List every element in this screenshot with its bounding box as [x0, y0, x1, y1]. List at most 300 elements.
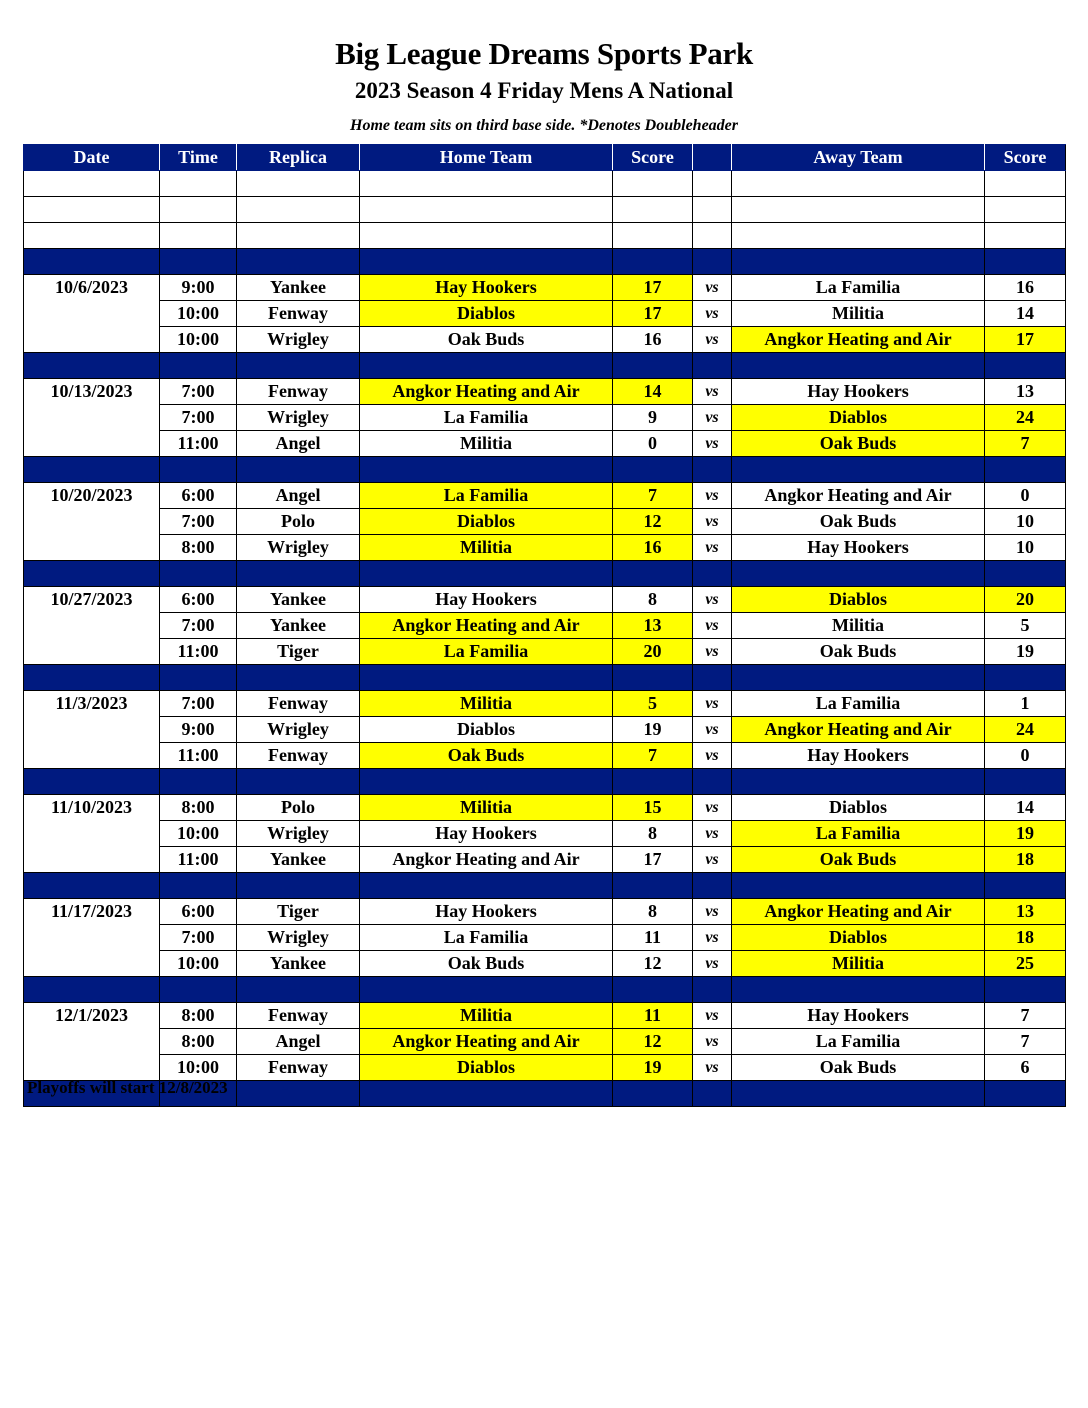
game-row [24, 899, 1066, 925]
home-score: 16 [613, 327, 693, 353]
game-replica: Tiger [237, 899, 360, 925]
game-row [24, 743, 1066, 769]
empty-cell [613, 457, 693, 483]
game-date [24, 431, 160, 457]
game-date [24, 639, 160, 665]
home-team: Militia [360, 535, 613, 561]
empty-cell [985, 1081, 1066, 1107]
home-team: La Familia [360, 405, 613, 431]
blank-row [24, 197, 1066, 223]
home-score: 8 [613, 899, 693, 925]
away-team: Oak Buds [732, 639, 985, 665]
home-score: 9 [613, 405, 693, 431]
empty-cell [985, 171, 1066, 197]
game-time: 8:00 [160, 535, 237, 561]
empty-cell [613, 1081, 693, 1107]
empty-cell [160, 873, 237, 899]
empty-cell [237, 197, 360, 223]
vs-label: vs [693, 795, 732, 821]
empty-cell [160, 769, 237, 795]
home-team: Oak Buds [360, 327, 613, 353]
home-score: 15 [613, 795, 693, 821]
vs-label: vs [693, 951, 732, 977]
game-time: 10:00 [160, 821, 237, 847]
game-date [24, 847, 160, 873]
empty-cell [693, 249, 732, 275]
game-replica: Fenway [237, 1003, 360, 1029]
away-team: Oak Buds [732, 509, 985, 535]
week-separator [24, 561, 1066, 587]
empty-cell [732, 1081, 985, 1107]
game-row [24, 639, 1066, 665]
empty-cell [693, 197, 732, 223]
home-team: Hay Hookers [360, 899, 613, 925]
game-date: 10/20/2023 [24, 483, 160, 509]
empty-cell [160, 249, 237, 275]
away-score: 16 [985, 275, 1066, 301]
game-row [24, 405, 1066, 431]
game-replica: Tiger [237, 639, 360, 665]
home-score: 13 [613, 613, 693, 639]
home-score: 8 [613, 587, 693, 613]
away-team: Hay Hookers [732, 743, 985, 769]
home-team: La Familia [360, 483, 613, 509]
vs-label: vs [693, 301, 732, 327]
game-replica: Angel [237, 1029, 360, 1055]
home-score: 11 [613, 925, 693, 951]
game-date [24, 301, 160, 327]
away-score: 13 [985, 379, 1066, 405]
empty-cell [237, 1081, 360, 1107]
empty-cell [693, 769, 732, 795]
away-score: 24 [985, 405, 1066, 431]
empty-cell [732, 223, 985, 249]
empty-cell [160, 223, 237, 249]
away-score: 18 [985, 847, 1066, 873]
empty-cell [985, 977, 1066, 1003]
vs-label: vs [693, 431, 732, 457]
header-row [24, 145, 1066, 171]
away-team: Militia [732, 301, 985, 327]
away-score: 0 [985, 483, 1066, 509]
empty-cell [360, 873, 613, 899]
home-score: 19 [613, 1055, 693, 1081]
game-time: 11:00 [160, 639, 237, 665]
game-date [24, 405, 160, 431]
game-time: 8:00 [160, 1003, 237, 1029]
empty-cell [24, 249, 160, 275]
vs-label: vs [693, 613, 732, 639]
vs-label: vs [693, 925, 732, 951]
empty-cell [24, 769, 160, 795]
empty-cell [360, 197, 613, 223]
home-score: 20 [613, 639, 693, 665]
empty-cell [24, 977, 160, 1003]
away-team: Oak Buds [732, 1055, 985, 1081]
home-score: 12 [613, 509, 693, 535]
home-team: Oak Buds [360, 743, 613, 769]
game-time: 10:00 [160, 327, 237, 353]
home-team: Hay Hookers [360, 587, 613, 613]
page-title: Big League Dreams Sports Park [335, 36, 753, 71]
vs-label: vs [693, 821, 732, 847]
away-score: 10 [985, 509, 1066, 535]
vs-label: vs [693, 587, 732, 613]
home-score: 17 [613, 847, 693, 873]
game-date [24, 925, 160, 951]
vs-label: vs [693, 275, 732, 301]
empty-cell [237, 561, 360, 587]
game-date [24, 717, 160, 743]
home-score: 17 [613, 301, 693, 327]
game-row [24, 1003, 1066, 1029]
empty-cell [360, 769, 613, 795]
col-date: Date [24, 145, 160, 171]
away-score: 10 [985, 535, 1066, 561]
away-team: Oak Buds [732, 431, 985, 457]
empty-cell [732, 873, 985, 899]
vs-label: vs [693, 717, 732, 743]
page-subtitle: 2023 Season 4 Friday Mens A National [354, 78, 734, 103]
empty-cell [985, 223, 1066, 249]
game-time: 8:00 [160, 795, 237, 821]
game-replica: Wrigley [237, 821, 360, 847]
empty-cell [237, 769, 360, 795]
away-team: La Familia [732, 1029, 985, 1055]
empty-cell [237, 977, 360, 1003]
game-date [24, 509, 160, 535]
home-team: Diablos [360, 301, 613, 327]
schedule-note: Home team sits on third base side. *Denotes Doubleheader [350, 117, 738, 134]
away-team: Militia [732, 951, 985, 977]
empty-cell [732, 353, 985, 379]
vs-label: vs [693, 1029, 732, 1055]
empty-cell [237, 873, 360, 899]
home-team: Diablos [360, 717, 613, 743]
vs-label: vs [693, 535, 732, 561]
empty-cell [24, 223, 160, 249]
game-date: 10/6/2023 [24, 275, 160, 301]
away-score: 13 [985, 899, 1066, 925]
home-score: 7 [613, 483, 693, 509]
home-team: La Familia [360, 925, 613, 951]
game-time: 6:00 [160, 483, 237, 509]
away-score: 6 [985, 1055, 1066, 1081]
game-date: 12/1/2023 [24, 1003, 160, 1029]
vs-label: vs [693, 509, 732, 535]
game-row [24, 1055, 1066, 1081]
game-row [24, 587, 1066, 613]
empty-cell [985, 457, 1066, 483]
home-score: 16 [613, 535, 693, 561]
away-score: 20 [985, 587, 1066, 613]
game-row [24, 535, 1066, 561]
game-row [24, 613, 1066, 639]
empty-cell [613, 665, 693, 691]
game-replica: Yankee [237, 587, 360, 613]
empty-cell [24, 457, 160, 483]
empty-cell [237, 353, 360, 379]
vs-label: vs [693, 1055, 732, 1081]
game-row [24, 847, 1066, 873]
empty-cell [160, 977, 237, 1003]
away-team: Angkor Heating and Air [732, 899, 985, 925]
away-team: Oak Buds [732, 847, 985, 873]
game-row [24, 275, 1066, 301]
game-row [24, 327, 1066, 353]
empty-cell [985, 249, 1066, 275]
home-team: Hay Hookers [360, 275, 613, 301]
game-replica: Yankee [237, 275, 360, 301]
game-row [24, 795, 1066, 821]
game-replica: Polo [237, 509, 360, 535]
empty-cell [693, 353, 732, 379]
away-score: 19 [985, 639, 1066, 665]
vs-label: vs [693, 639, 732, 665]
empty-cell [693, 171, 732, 197]
game-time: 10:00 [160, 951, 237, 977]
empty-cell [360, 223, 613, 249]
away-team: Angkor Heating and Air [732, 483, 985, 509]
game-time: 8:00 [160, 1029, 237, 1055]
game-replica: Angel [237, 431, 360, 457]
home-score: 5 [613, 691, 693, 717]
game-row [24, 431, 1066, 457]
week-separator [24, 769, 1066, 795]
empty-cell [160, 665, 237, 691]
vs-label: vs [693, 743, 732, 769]
empty-cell [985, 873, 1066, 899]
game-date: 11/3/2023 [24, 691, 160, 717]
empty-cell [360, 457, 613, 483]
game-replica: Polo [237, 795, 360, 821]
empty-cell [693, 561, 732, 587]
home-team: Diablos [360, 1055, 613, 1081]
game-row [24, 925, 1066, 951]
game-date [24, 743, 160, 769]
empty-cell [693, 977, 732, 1003]
empty-cell [24, 873, 160, 899]
game-replica: Yankee [237, 847, 360, 873]
away-team: Diablos [732, 795, 985, 821]
home-score: 11 [613, 1003, 693, 1029]
blank-row [24, 171, 1066, 197]
away-score: 18 [985, 925, 1066, 951]
game-time: 9:00 [160, 717, 237, 743]
empty-cell [613, 873, 693, 899]
away-score: 0 [985, 743, 1066, 769]
empty-cell [360, 171, 613, 197]
empty-cell [693, 1081, 732, 1107]
empty-cell [237, 171, 360, 197]
away-team: Angkor Heating and Air [732, 327, 985, 353]
away-score: 19 [985, 821, 1066, 847]
game-row [24, 717, 1066, 743]
away-score: 7 [985, 431, 1066, 457]
away-team: Angkor Heating and Air [732, 717, 985, 743]
empty-cell [24, 197, 160, 223]
game-date [24, 951, 160, 977]
home-team: Militia [360, 691, 613, 717]
game-row [24, 951, 1066, 977]
game-date: 11/10/2023 [24, 795, 160, 821]
empty-cell [237, 223, 360, 249]
empty-cell [732, 197, 985, 223]
game-replica: Fenway [237, 743, 360, 769]
home-team: Angkor Heating and Air [360, 847, 613, 873]
game-row [24, 301, 1066, 327]
empty-cell [613, 353, 693, 379]
empty-cell [613, 171, 693, 197]
empty-cell [732, 457, 985, 483]
away-score: 14 [985, 301, 1066, 327]
empty-cell [613, 977, 693, 1003]
game-date [24, 327, 160, 353]
game-replica: Fenway [237, 301, 360, 327]
game-time: 7:00 [160, 379, 237, 405]
empty-cell [613, 197, 693, 223]
game-time: 7:00 [160, 691, 237, 717]
away-team: La Familia [732, 275, 985, 301]
home-team: Hay Hookers [360, 821, 613, 847]
game-time: 9:00 [160, 275, 237, 301]
home-team: Oak Buds [360, 951, 613, 977]
away-team: La Familia [732, 691, 985, 717]
away-team: Diablos [732, 405, 985, 431]
empty-cell [732, 665, 985, 691]
empty-cell [693, 665, 732, 691]
vs-label: vs [693, 405, 732, 431]
away-score: 7 [985, 1029, 1066, 1055]
empty-cell [24, 665, 160, 691]
game-row [24, 379, 1066, 405]
vs-label: vs [693, 847, 732, 873]
away-score: 17 [985, 327, 1066, 353]
col-away-team: Away Team [732, 145, 985, 171]
empty-cell [360, 353, 613, 379]
empty-cell [732, 769, 985, 795]
game-replica: Yankee [237, 613, 360, 639]
home-team: Militia [360, 431, 613, 457]
home-score: 12 [613, 1029, 693, 1055]
empty-cell [732, 977, 985, 1003]
game-replica: Wrigley [237, 925, 360, 951]
week-separator [24, 457, 1066, 483]
away-team: Hay Hookers [732, 1003, 985, 1029]
schedule-body [24, 171, 1066, 1107]
home-score: 17 [613, 275, 693, 301]
vs-label: vs [693, 327, 732, 353]
game-row [24, 1029, 1066, 1055]
vs-label: vs [693, 483, 732, 509]
empty-cell [360, 665, 613, 691]
vs-label: vs [693, 899, 732, 925]
col-home-score: Score [613, 145, 693, 171]
week-separator [24, 353, 1066, 379]
empty-cell [237, 249, 360, 275]
empty-cell [985, 665, 1066, 691]
away-score: 24 [985, 717, 1066, 743]
game-time: 7:00 [160, 509, 237, 535]
home-team: La Familia [360, 639, 613, 665]
home-team: Angkor Heating and Air [360, 613, 613, 639]
home-team: Militia [360, 795, 613, 821]
away-team: Militia [732, 613, 985, 639]
game-date: 10/13/2023 [24, 379, 160, 405]
col-away-score: Score [985, 145, 1066, 171]
schedule-table [23, 144, 1066, 1107]
empty-cell [237, 457, 360, 483]
game-row [24, 509, 1066, 535]
empty-cell [24, 171, 160, 197]
empty-cell [160, 197, 237, 223]
col-time: Time [160, 145, 237, 171]
game-time: 11:00 [160, 743, 237, 769]
game-time: 10:00 [160, 1055, 237, 1081]
game-time: 6:00 [160, 899, 237, 925]
away-team: Diablos [732, 587, 985, 613]
home-team: Angkor Heating and Air [360, 1029, 613, 1055]
game-time: 11:00 [160, 847, 237, 873]
empty-cell [24, 353, 160, 379]
away-team: La Familia [732, 821, 985, 847]
home-score: 0 [613, 431, 693, 457]
blank-row [24, 223, 1066, 249]
game-time: 7:00 [160, 925, 237, 951]
empty-cell [360, 249, 613, 275]
empty-cell [24, 561, 160, 587]
game-replica: Wrigley [237, 327, 360, 353]
empty-cell [360, 561, 613, 587]
game-replica: Fenway [237, 1055, 360, 1081]
away-score: 14 [985, 795, 1066, 821]
col-vs [693, 145, 732, 171]
playoffs-note: Playoffs will start 12/8/2023 [27, 1078, 228, 1097]
empty-cell [985, 561, 1066, 587]
game-date: 11/17/2023 [24, 899, 160, 925]
game-replica: Wrigley [237, 535, 360, 561]
game-time: 7:00 [160, 405, 237, 431]
week-separator [24, 665, 1066, 691]
game-date [24, 1029, 160, 1055]
vs-label: vs [693, 691, 732, 717]
game-replica: Fenway [237, 691, 360, 717]
empty-cell [732, 171, 985, 197]
home-team: Angkor Heating and Air [360, 379, 613, 405]
game-date [24, 821, 160, 847]
away-score: 5 [985, 613, 1066, 639]
empty-cell [360, 977, 613, 1003]
game-date [24, 535, 160, 561]
empty-cell [160, 171, 237, 197]
away-score: 7 [985, 1003, 1066, 1029]
home-score: 8 [613, 821, 693, 847]
week-separator [24, 977, 1066, 1003]
game-date [24, 613, 160, 639]
game-time: 6:00 [160, 587, 237, 613]
home-score: 7 [613, 743, 693, 769]
game-time: 10:00 [160, 301, 237, 327]
empty-cell [985, 197, 1066, 223]
game-replica: Fenway [237, 379, 360, 405]
empty-cell [160, 561, 237, 587]
empty-cell [732, 561, 985, 587]
game-replica: Angel [237, 483, 360, 509]
empty-cell [732, 249, 985, 275]
game-row [24, 821, 1066, 847]
empty-cell [693, 223, 732, 249]
game-replica: Wrigley [237, 717, 360, 743]
